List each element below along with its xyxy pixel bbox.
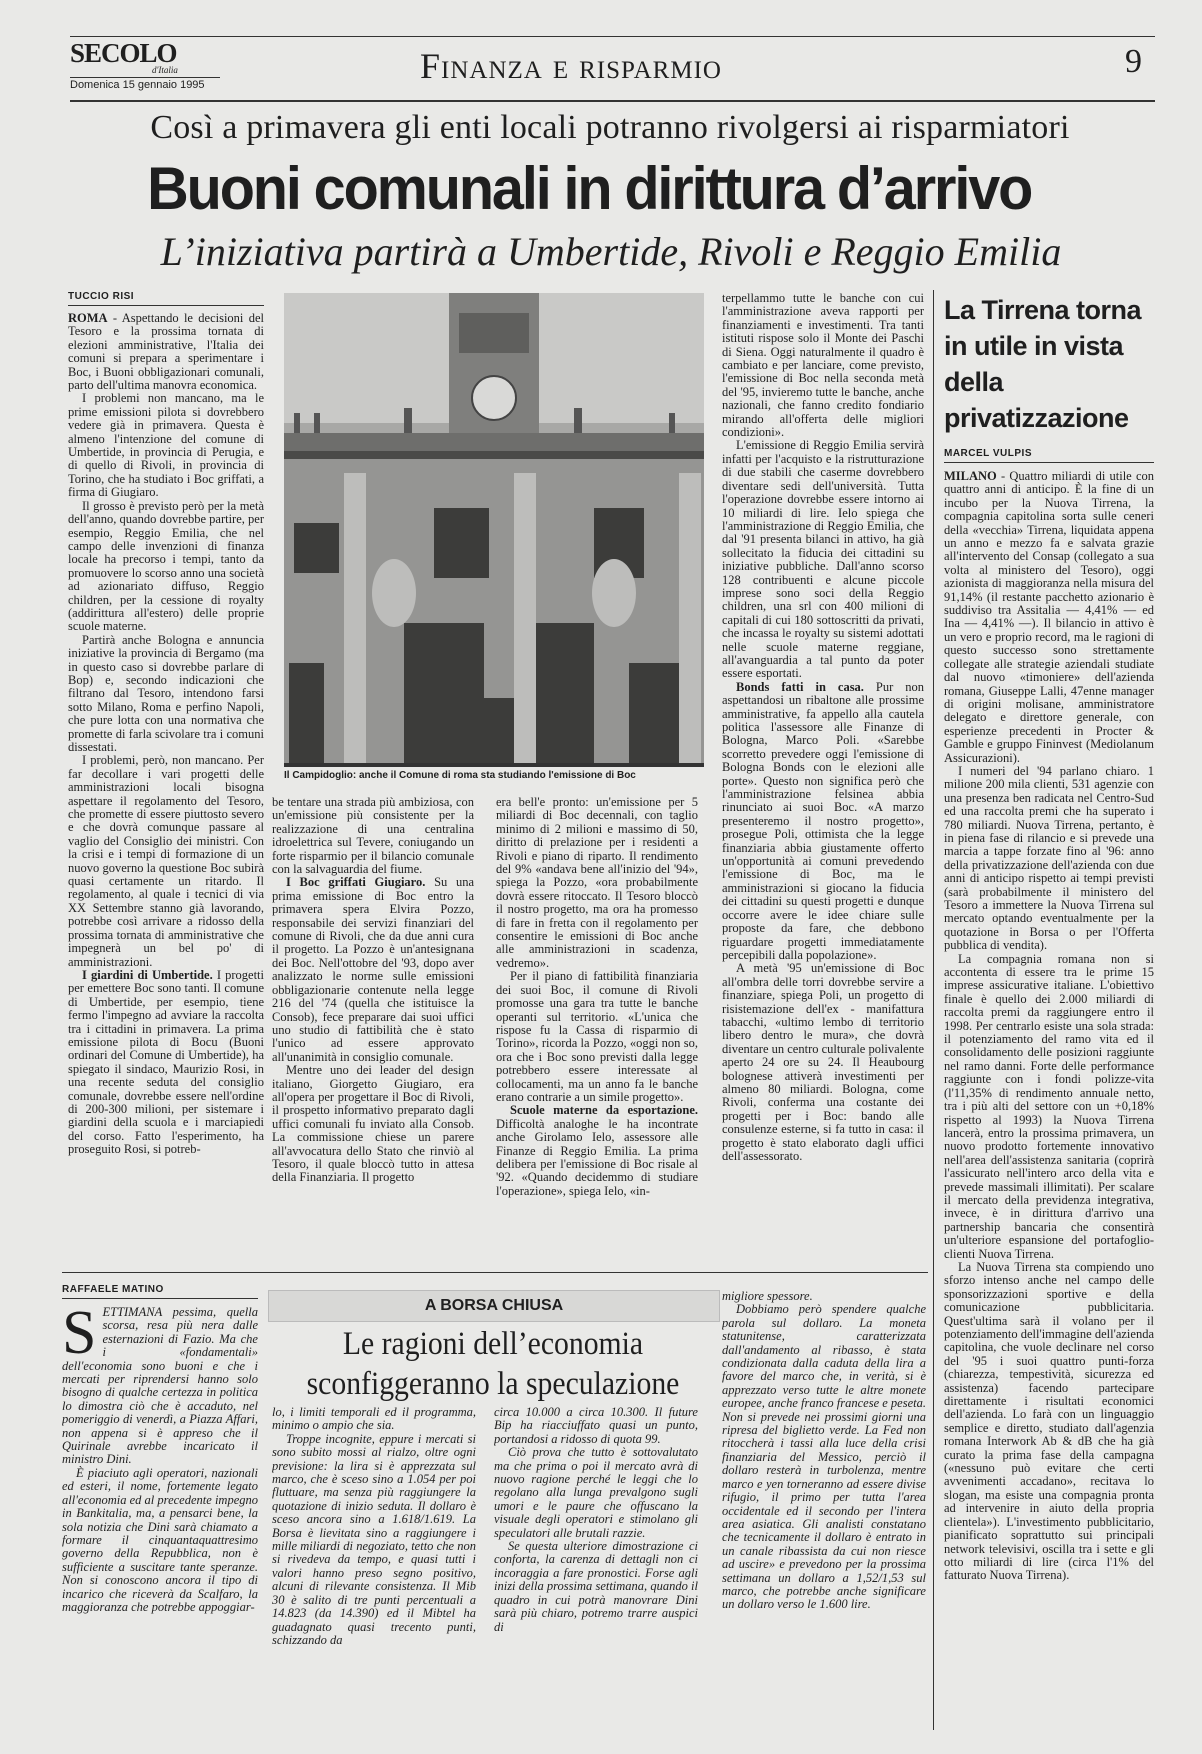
dropcap: S xyxy=(62,1306,97,1367)
subheading: I Boc griffati Giugiaro. xyxy=(286,875,426,890)
side-byline-rule xyxy=(944,462,1154,463)
main-column-4 xyxy=(722,292,924,1260)
campidoglio-photo xyxy=(284,293,704,767)
photo-caption: Il Campidoglio: anche il Comune di roma sta studiando l'emissione di Boc xyxy=(284,770,636,781)
paragraph: Se questa ulteriore dimostrazione ci conforta, la carenza di dettagli non ci incoraggia a fare pronostici. Forse agli inizi della prossima settimana, quando il quadro in cui potrà manovrare Dini sarà più chiaro, potremo trarre auspici di xyxy=(494,1539,698,1634)
paragraph: Pur non aspettandosi un ribaltone alle prossime amministrative, fa appello alla cautela politica l'assessore alle Finanze di Bologna, Marco Poli. «Sarebbe scorretto prevedere oggi l'emissione di Bologna Bonds con le elezioni alle porte». Questo non significa però che l'amministrazione felsinea abbia rinunciato ai suoi Boc. «A marzo presenteremo il nostro progetto», prosegue Poli, ottimista che la legge finanziaria abbia giustamente offerto un'opportunità ai comuni prevedendo l'emissione di Boc, ma le amministrazioni si giocano la fiducia dei cittadini su questi progetti e dunque occorre avere le idee chiare sulle proposte da fare, che debbono riguardare progetti immediatamente percepibili dalla popolazione». xyxy=(722,679,924,962)
section-title: Finanza e risparmio xyxy=(420,46,722,86)
article-kicker: Così a primavera gli enti locali potranno rivolgersi ai risparmiatori xyxy=(150,109,1070,146)
paragraph: Partirà anche Bologna e annuncia iniziative la provincia di Bergamo (ma in questo caso si dovrebbe parlare di Bop) e, secondo indicazioni che filtrano dal Tesoro, intendono farsi sotto Milano, Roma e perfino Napoli, che pure lotta con una normativa che promette di farla scivolare tra i comuni dissestati. xyxy=(68,632,264,754)
paragraph: È piaciuto agli operatori, nazionali ed esteri, il nome, fortemente legato all'economia ed al precedente impegno in Bankitalia, ma, a pensarci bene, la sola notizia che Dini sarà chiamato a formare il cinquantaquattresimo governo della Repubblica, non è sufficiente a suscitare tante speranze. Non si conoscono ancora il tipo di incarico che riceverà da Scalfaro, la maggioranza che potrebbe appoggiar- xyxy=(62,1465,258,1614)
box-title-line-2: sconfiggeranno la speculazione xyxy=(306,1366,680,1402)
side-byline: MARCEL VULPIS xyxy=(944,448,1032,459)
paragraph: - Aspettando le decisioni del Tesoro e la prossima tornata di elezioni amministrative, l'Italia dei comuni si prepara a sperimentare i Boc, i Buoni obbligazionari comunali, parto dell'ultima manovra economica. xyxy=(68,312,264,393)
box-header: A BORSA CHIUSA xyxy=(268,1290,720,1322)
box-column-4 xyxy=(722,1290,926,1746)
paragraph: I problemi non mancano, ma le prime emissioni pilota si dovrebbero vedere già in primavera. Questa è almeno l'intenzione del comune di Umbertide, in provincia di Perugia, e di quello di Rivoli, in provincia di Torino, che ha studiato i Boc griffati, a firma di Giugiaro. xyxy=(68,391,264,500)
box-top-rule xyxy=(62,1272,928,1273)
paragraph: Ciò prova che tutto è sottovalutato ma che prima o poi il mercato avrà di nuovo ragione perché le leggi che lo regolano alla lunga prevalgono sugli umori e le paure che offuscano la visuale degli operatori e stimolano gli speculatori alle brutali razzie. xyxy=(494,1445,698,1540)
dateline: ROMA xyxy=(68,312,108,325)
subheading: I giardini di Umbertide. xyxy=(82,967,213,982)
paragraph: Troppe incognite, eppure i mercati si sono subito mossi al rialzo, oltre ogni previsione: la lira si è apprezzata sul marco, che è sceso sino a 1.054 per poi fluttuare, ma senza più raggiungere la quotazione di inizio seduta. Il dollaro è sceso ancora sino a 1.618/1.619. La Borsa è lievitata sino a raggiungere i mille miliardi di negoziato, tetto che non si rivedeva da tempo, e quasi tutti i valori hanno preso segno positivo, alcuni di rilevante consistenza. Il Mib 30 è salito di tre punti percentuali a 14.823 (da 14.390) ed il Mibtel ha guadagnato quasi trecento punti, schizzando da xyxy=(272,1431,476,1647)
box-byline-rule xyxy=(62,1298,258,1299)
article-headline: Buoni comunali in dirittura d’arrivo xyxy=(147,155,1032,222)
main-column-3 xyxy=(496,796,698,1260)
paragraph: I numeri del '94 parlano chiaro. 1 milione 200 mila clienti, 531 agenzie con una presenza ben radicata nel Centro-Sud ed una raccolta premi che ha superato i 780 miliardi. Nuova Tirrena, pertanto, è in piena fase di rilancio e si prevede una marcia a tappe forzate fino al '96: anno della privatizzazione dell'azienda con due anni di anticipo rispetto ai tempi previsti (sarà probabilmente il ministero del Tesoro a immettere la Nuova Tirrena sul mercato optando eventualmente per la quotazione in Borsa o per l'Offerta pubblica di vendita). xyxy=(944,763,1154,953)
box-byline: RAFFAELE MATINO xyxy=(62,1284,164,1295)
main-column-2 xyxy=(272,796,474,1260)
paragraph: lo, i limiti temporali ed il programma, minimo o ampio che sia. xyxy=(272,1406,476,1433)
side-column-rule xyxy=(933,290,934,1730)
paragraph: - Quattro miliardi di utile con quattro anni di anticipo. È la fine di un incubo per la Nuova Tirrena, la compagnia capitolina sorta sulle ceneri della «vecchia» Tirrena, liquidata appena un anno e mezzo fa e salvata grazie all'intervento del Consap (collegato a sua volta al ministero del Tesoro), oggi azionista di maggioranza nella misura del 91,14% (il restante pacchetto azionario è suddiviso tra Assitalia — 4,41% — ed Ina — 4,41% —). Il bilancio in attivo è un vero e proprio record, ma le ragioni di questo successo sono strettamente collegate alle strategie aziendali studiate dal nuovo «timoniere» dell'azienda romana, Giuseppe Lalli, 47enne manager di origini molisane, amministratore delegato e direttore generale, con esperienze precedenti in Procter & Gamble e gruppo Fininvest (Mediolanum Assicurazioni). xyxy=(944,470,1154,765)
newspaper-logo: SECOLO xyxy=(70,38,177,68)
paragraph: I progetti per emettere Boc sono tanti. Il comune di Umbertide, per esempio, tiene fermo l'impegno ad avviare la raccolta tra i cittadini in primavera. La prima emissione pilota di Bocu (Buoni ordinari del Comune di Umbertide), ha spiegato il sindaco, Maurizio Rosi, in una recente seduta del consiglio comunale, dovrebbe essere nell'ordine di 200-300 milioni, per sistemare i giardini della scuola e i marciapiedi del corso. Fatto l'esperimento, ha proseguito Rosi, si potreb- xyxy=(68,967,264,1157)
paragraph: L'emissione di Reggio Emilia servirà infatti per l'acquisto e la ristrutturazione di due stabili che caserme dovrebbero diventare sedi dell'università. Tutta l'operazione dovrebbe essere intorno ai 10 miliardi di lire. Ielo spiega che l'amministrazione di Reggio Emilia, che dal '91 presenta bilanci in attivo, ha già sollecitato la fiducia dei cittadini su iniziative pubbliche. Dall'anno scorso 128 contribuenti e alcune piccole imprese sono soci della Reggio children, una srl con 400 milioni di capitali di cui 180 sottoscritti da privati, che incassa le royalty su sistemi adottati nelle scuole materne reggiane, all'avanguardia a tal punto da poter essere esportati. xyxy=(722,438,924,681)
paragraph: Il grosso è previsto però per la metà dell'anno, quando dovrebbe partire, per esempio, Reggio Emilia, che nel campo delle invenzioni di finanza locale ha precorso i tempi, tanto da promuovere lo scorso anno una società ad azionariato diffuso, Reggio children, per la cessione di royalty (addirittura all'estero) delle proprie scuole materne. xyxy=(68,498,264,634)
byline-rule xyxy=(68,305,264,306)
box-column-1 xyxy=(62,1306,258,1746)
box-column-3 xyxy=(494,1406,698,1746)
paragraph: circa 10.000 a circa 10.300. Il future Bip ha riacciuffato quasi un punto, portandosi a ridosso di quota 99. xyxy=(494,1406,698,1446)
paragraph: Per il piano di fattibilità finanziaria dei suoi Boc, il comune di Rivoli promosse una gara tra tutte le banche operanti sul territorio. «L'unica che rispose fu la Cassa di risparmio di Torino», ricorda la Pozzo, «oggi non so, ora che i Boc sono previsti dalla legge potrebbero essere interessate al collocamenti, ma un anno fa le banche erano contrarie a un simile progetto». xyxy=(496,969,698,1104)
issue-date: Domenica 15 gennaio 1995 xyxy=(70,77,220,91)
box-title xyxy=(291,1324,696,1404)
article-subheadline: L’iniziativa partirà a Umbertide, Rivoli e Reggio Emilia xyxy=(160,229,1062,274)
top-rule xyxy=(70,36,1155,37)
side-article-title: La Tirrena torna in utile in vista della privatizzazione xyxy=(944,295,1142,433)
masthead xyxy=(70,40,220,91)
paragraph: be tentare una strada più ambiziosa, con un'emissione più consistente per la realizzazione di una centralina idroelettrica sul Tevere, coniugando un forte risparmio per il bilancio comunale con la salvaguardia del fiume. xyxy=(272,796,474,877)
paragraph: Su una prima emissione di Boc entro la primavera spera Elvira Pozzo, responsabile dei servizi finanziari del comune di Rivoli, che da due anni cura il progetto. La Pozzo è un'antesignana dei Boc. Nell'ottobre del '93, dopo aver analizzato le norme sulle emissioni obbligazionarie contenute nella legge 216 del '74 (quella che istituisce la Consob), fece preparare dai suoi uffici uno studio di fattibilità che è stato l'unico ad essere approvato all'unanimità in consiglio comunale. xyxy=(272,875,474,1064)
paragraph: era bell'e pronto: un'emissione per 5 miliardi di Boc decennali, con taglio minimo di 2 milioni e massimo di 50, diritto di prelazione per i residenti a Rivoli e piano di riparto. Il rendimento del 9% «andava bene all'inizio del '94», spiega la Pozzo, «ora probabilmente dovrà essere ritoccato. Il Tesoro bloccò il nostro progetto, ma ora ha promesso di fare in fretta con il regolamento per consentire le emissioni di Boc anche alle amministrazioni in scadenza, vedremo». xyxy=(496,796,698,970)
paragraph: migliore spessore. xyxy=(722,1290,813,1303)
paragraph: ETTIMANA pessima, quella scorsa, resa più nera dalle esternazioni di Fazio. Ma che i «fondamentali» dell'economia sono buoni e che i mercati per riprendersi hanno solo bisogno di qualche certezza in politica lo dimostra ciò che è accaduto, nel pomeriggio di venerdì, a Piazza Affari, non appena si è appreso che il Quirinale avrebbe incaricato il ministro Dini. xyxy=(62,1306,258,1467)
paragraph: I problemi, però, non mancano. Per far decollare i vari progetti delle amministrazioni locali bisogna aspettare il regolamento del Tesoro, che promette di essere piuttosto severo e che dovrà comunque passare al vaglio del Consiglio dei ministri. Con la crisi e i tempi di formazione di un nuovo governo la questione Boc subirà quasi certamente un ritardo. Il regolamento, al quale i tecnici di via XX Settembre stanno già lavorando, potrebbe così arrivare a ridosso della prossima tornata di amministrative che impegnerà un bel po' di amministrazioni. xyxy=(68,753,264,969)
box-column-2 xyxy=(272,1406,476,1746)
paragraph: La Nuova Tirrena sta compiendo uno sforzo intenso anche nel campo delle sponsorizzazioni sportive e della comunicazione pubblicitaria. Quest'ultima sarà il volano per il potenziamento dell'immagine dell'azienda capitolina, che vuole declinare nel corso del '95 i suoi quattro punti-forza (chiarezza, tempestività, sicurezza ed assistenza) facendo partecipare direttamente i risultati economici dell'azienda. Lo farà con un linguaggio semplice e diretto, studiato dall'agenzia romana Interwork Ab & dB che ha già curato la prima fase della campagna («nessuno può evitare che certi avvenimenti accadano», recitava lo slogan, ma esiste una compagnia pronta ad intervenire in aiuto della propria clientela»). L'investimento pubblicitario, pianificato soprattutto sui principali network televisivi, oscilla tra i sette e gli otto miliardi di lire (circa l'1% del fatturato Nuova Tirrena). xyxy=(944,1259,1154,1583)
paragraph: terpellammo tutte le banche con cui l'amministrazione aveva rapporti per finanziamenti e investimenti. Tra tanti istituti rispose solo il Monte dei Paschi di Siena. Oggi naturalmente il quadro è cambiato e per lanciare, come previsto, l'emissione di Boc nella seconda metà del '95, invieremo tutte le banche, anche nazionali, che fanno credito fondiario mirando all'offerta delle migliori condizioni». xyxy=(722,292,924,440)
box-title-line-1: Le ragioni dell’economia xyxy=(342,1326,644,1362)
logo-subtitle: d'Italia xyxy=(152,65,178,75)
masthead-rule xyxy=(70,100,1155,102)
side-article-body xyxy=(944,470,1154,1726)
paragraph: La compagnia romana non si accontenta di essere tra le prime 15 imprese assicurative italiane. L'obiettivo finale è quello dei 2.000 miliardi di raccolta premi da raggiungere entro il 1998. Per centrarlo esiste una sola strada: il potenziamento del ramo vita ed il consolidamento delle posizioni raggiunte nel ramo danni. Forte delle performance raggiunte con i fondi polizze-vita (l'11,35% di rendimento annuale netto, tra i più alti del settore con un +0,18% rispetto al 1993) la Nuova Tirrena lancerà, entro la prossima primavera, un nuovo prodotto fortemente innovativo nell'area dell'assistenza sanitaria (coprirà l'assicurato nell'intero arco della vita e prevede massimali illimitati). Per scalare il mercato della previdenza integrativa, invece, è in dirittura d'arrivo una partnership bancaria che consentirà un'ulteriore espansione del portafoglio-clienti Nuova Tirrena. xyxy=(944,951,1154,1261)
paragraph: Dobbiamo però spendere qualche parola sul dollaro. La moneta statunitense, caratterizzata dall'andamento al ribasso, è stata condizionata dalla caduta della lira a favore del marco che, in verità, si è apprezzato verso tutte le altre monete europee, anche franco francese e peseta. Non si prevede nei prossimi giorni una ripresa del biglietto verde. La Fed non ritoccherà i tassi alla luce della crisi finanziaria del Messico, perciò il dollaro resterà in turbolenza, mentre marco e yen torneranno ad essere divise rifugio, il primo per tutta l'area occidentale ed il secondo per l'intera area asiatica. Gli analisti constatano che tecnicamente il dollaro è entrato in un canale ribassista da cui non riesce ad uscire» e prevedono per la prossima settimana un dollaro a 1,52/1,53 sul marco, che potrebbe anche significare un dollaro verso le 1.600 lire. xyxy=(722,1302,926,1612)
side-dateline: MILANO xyxy=(944,470,997,483)
paragraph: Difficoltà analoghe le ha incontrate anche Girolamo Ielo, assessore alle Finanze di Reggio Emilia. La prima delibera per l'emissione di Boc risale al '92. «Quando decidemmo di studiare l'operazione», spiega Ielo, «in- xyxy=(496,1116,698,1198)
paragraph: Mentre uno dei leader del design italiano, Giorgetto Giugiaro, era all'opera per progettare il Boc di Rivoli, il prospetto informativo preparato dagli uffici comunali fu inviato alla Consob. La commissione chiese un parere all'avvocatura dello Stato che rinviò al Tesoro, il quale bloccò tutto in attesa della Finanziaria. Il progetto xyxy=(272,1063,474,1185)
subheading: Scuole materne da esportazione. xyxy=(510,1103,698,1118)
paragraph: A metà '95 un'emissione di Boc all'ombra delle torri dovrebbe servire a finanziare, spiega Poli, un progetto di risistemazione dell'ex - manifattura tabacchi, «ultimo lembo di territorio libero dentro le mura», che dovrà diventare un centro culturale polivalente aperto 24 ore su 24. Il Heaubourg bolognese attiverà investimenti per almeno 80 miliardi. Bologna, come Rivoli, conferma una costante dei progetti per i Boc: bando alle consulenze esterne, si fa tutto in casa: il progetto è stato elaborato dagli uffici dell'assessorato. xyxy=(722,961,924,1163)
main-byline: TUCCIO RISI xyxy=(68,291,135,302)
subheading: Bonds fatti in casa. xyxy=(736,679,864,694)
page-number: 9 xyxy=(1125,43,1142,80)
main-column-1 xyxy=(68,312,264,1262)
building-facade-image xyxy=(284,293,704,767)
